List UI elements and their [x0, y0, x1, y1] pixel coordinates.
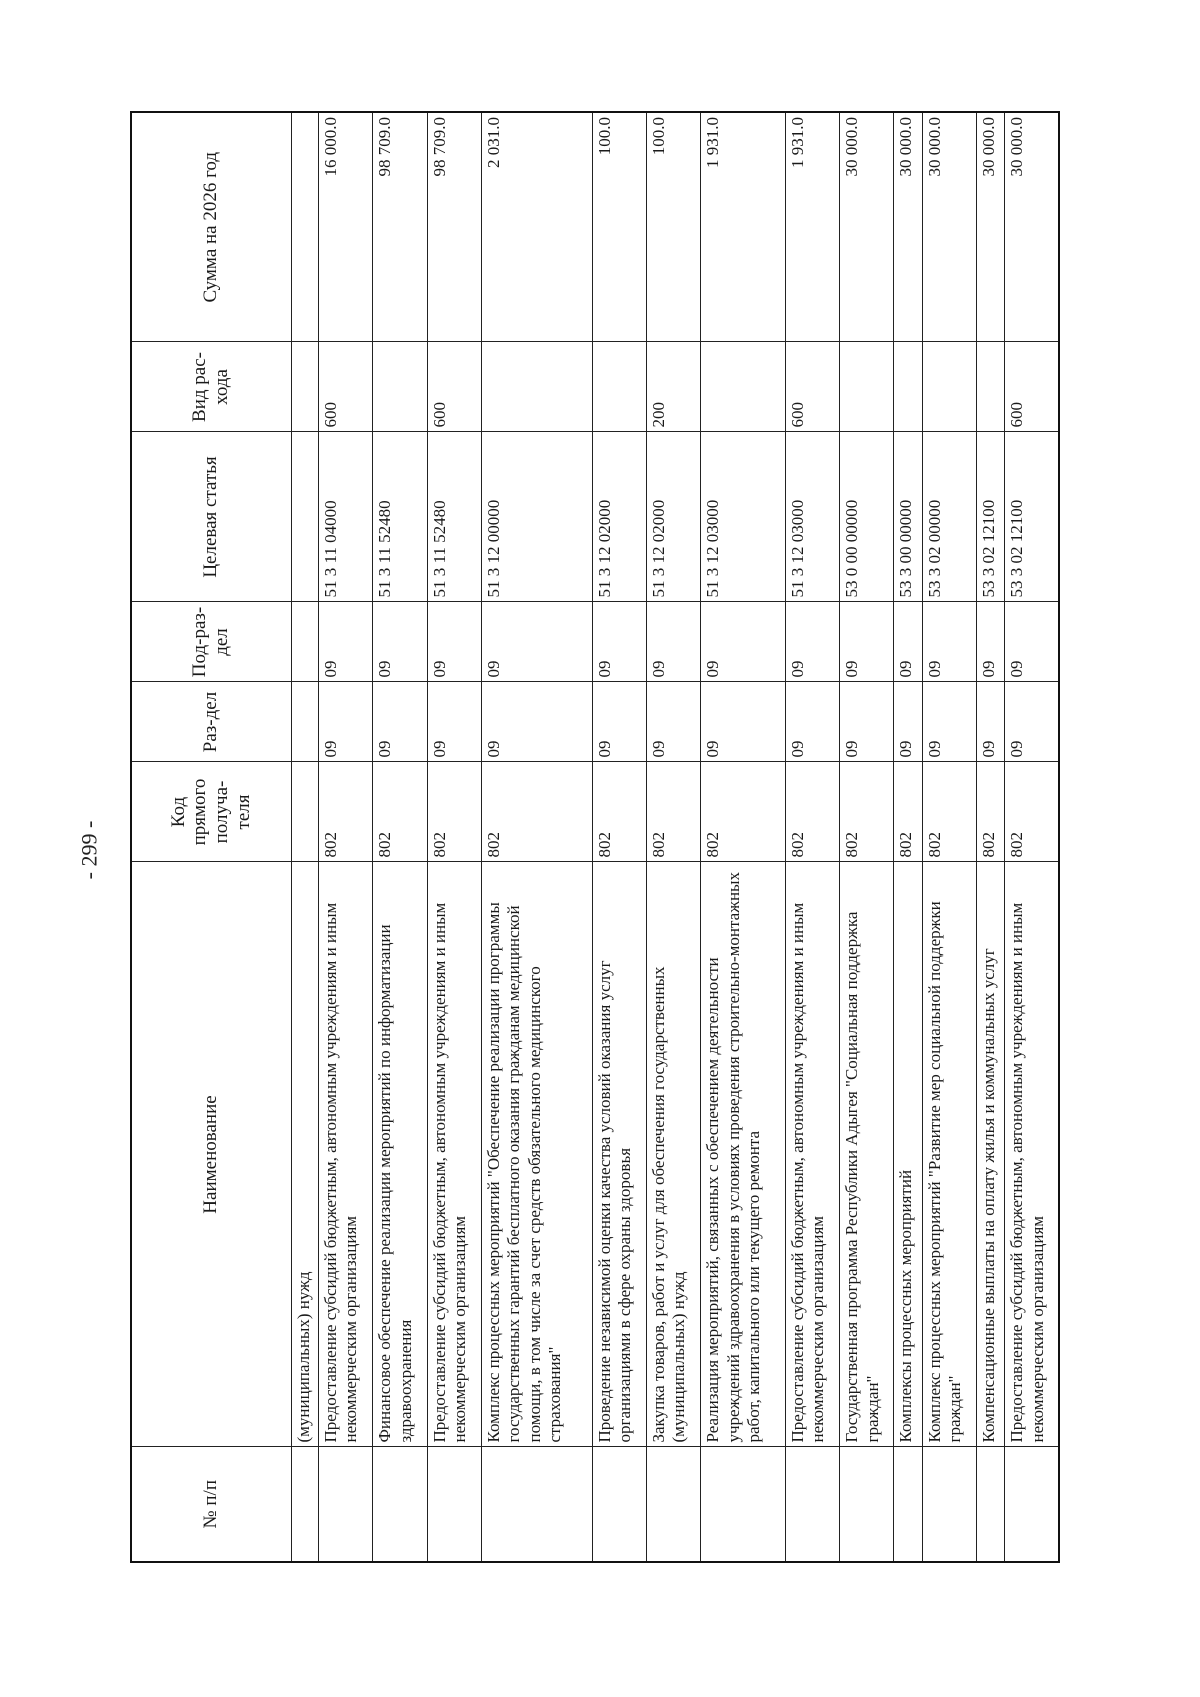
header-num: № п/п [131, 1447, 291, 1562]
cell-recipient [291, 762, 319, 862]
cell-subsection: 09 [319, 602, 373, 682]
cell-sum: 30 000.0 [840, 112, 894, 342]
cell-subsection [291, 602, 319, 682]
cell-target: 51 3 11 04000 [319, 432, 373, 602]
cell-sum: 30 000.0 [1005, 112, 1059, 342]
cell-sum: 98 709.0 [373, 112, 427, 342]
cell-section: 09 [701, 682, 786, 762]
cell-subsection: 09 [840, 602, 894, 682]
rotated-table-wrapper [130, 113, 1060, 1563]
cell-recipient: 802 [592, 762, 646, 862]
budget-table [130, 111, 1060, 1563]
cell-section: 09 [592, 682, 646, 762]
cell-name: Компенсационные выплаты на оплату жилья и коммунальных услуг [976, 862, 1004, 1447]
table-row [481, 112, 592, 1562]
cell-expense-type [592, 342, 646, 432]
cell-name: Предоставление субсидий бюджетным, автономным учреждениям и иным некоммерческим организациям [785, 862, 839, 1447]
cell-subsection: 09 [701, 602, 786, 682]
cell-num [427, 1447, 481, 1562]
cell-sum: 98 709.0 [427, 112, 481, 342]
header-section: Раз-дел [131, 682, 291, 762]
cell-recipient: 802 [976, 762, 1004, 862]
cell-expense-type [976, 342, 1004, 432]
cell-sum: 30 000.0 [976, 112, 1004, 342]
cell-expense-type [840, 342, 894, 432]
table-row [373, 112, 427, 1562]
cell-expense-type [894, 342, 922, 432]
cell-recipient: 802 [785, 762, 839, 862]
cell-recipient: 802 [840, 762, 894, 862]
cell-recipient: 802 [319, 762, 373, 862]
cell-num [481, 1447, 592, 1562]
header-recipient: Код прямого получа-теля [131, 762, 291, 862]
cell-name: Комплекс процессных мероприятий "Обеспечение реализации программы государственных гарантий бесплатного оказания гражданам медицинской помощи, в том числе за счет средств обязательного медицинского страхования" [481, 862, 592, 1447]
cell-sum: 1 931.0 [785, 112, 839, 342]
cell-sum: 100.0 [646, 112, 700, 342]
cell-sum: 2 031.0 [481, 112, 592, 342]
cell-subsection: 09 [922, 602, 976, 682]
table-row [291, 112, 319, 1562]
cell-target: 51 3 12 03000 [785, 432, 839, 602]
table-row [319, 112, 373, 1562]
cell-sum: 30 000.0 [922, 112, 976, 342]
header-subsection: Под-раз-дел [131, 602, 291, 682]
cell-target: 51 3 12 03000 [701, 432, 786, 602]
header-row [131, 112, 291, 1562]
cell-recipient: 802 [922, 762, 976, 862]
cell-num [840, 1447, 894, 1562]
cell-name: Проведение независимой оценки качества условий оказания услуг организациями в сфере охраны здоровья [592, 862, 646, 1447]
cell-expense-type: 600 [319, 342, 373, 432]
cell-section: 09 [840, 682, 894, 762]
cell-expense-type: 600 [1005, 342, 1059, 432]
cell-expense-type [291, 342, 319, 432]
table-row [1005, 112, 1059, 1562]
cell-section: 09 [427, 682, 481, 762]
cell-subsection: 09 [894, 602, 922, 682]
cell-section: 09 [646, 682, 700, 762]
cell-expense-type [481, 342, 592, 432]
cell-sum: 16 000.0 [319, 112, 373, 342]
cell-section: 09 [373, 682, 427, 762]
table-row [592, 112, 646, 1562]
cell-subsection: 09 [976, 602, 1004, 682]
cell-recipient: 802 [894, 762, 922, 862]
cell-section [291, 682, 319, 762]
table-row [427, 112, 481, 1562]
cell-num [373, 1447, 427, 1562]
table-row [976, 112, 1004, 1562]
cell-num [592, 1447, 646, 1562]
cell-subsection: 09 [481, 602, 592, 682]
cell-expense-type: 200 [646, 342, 700, 432]
cell-sum: 1 931.0 [701, 112, 786, 342]
cell-recipient: 802 [1005, 762, 1059, 862]
table-row [785, 112, 839, 1562]
cell-recipient: 802 [646, 762, 700, 862]
cell-sum [291, 112, 319, 342]
cell-recipient: 802 [427, 762, 481, 862]
cell-target: 51 3 12 02000 [646, 432, 700, 602]
cell-name: Закупка товаров, работ и услуг для обеспечения государственных (муниципальных) нужд [646, 862, 700, 1447]
cell-target: 53 3 00 00000 [894, 432, 922, 602]
cell-expense-type: 600 [785, 342, 839, 432]
cell-target: 53 0 00 00000 [840, 432, 894, 602]
cell-expense-type [701, 342, 786, 432]
cell-subsection: 09 [592, 602, 646, 682]
cell-sum: 100.0 [592, 112, 646, 342]
cell-subsection: 09 [785, 602, 839, 682]
cell-num [319, 1447, 373, 1562]
header-target: Целевая статья [131, 432, 291, 602]
cell-section: 09 [1005, 682, 1059, 762]
page-number: - 299 - [76, 820, 102, 880]
cell-target: 51 3 12 00000 [481, 432, 592, 602]
cell-num [646, 1447, 700, 1562]
cell-name: Комплекс процессных мероприятий "Развитие мер социальной поддержки граждан" [922, 862, 976, 1447]
cell-expense-type [373, 342, 427, 432]
cell-section: 09 [481, 682, 592, 762]
cell-subsection: 09 [373, 602, 427, 682]
cell-target: 51 3 11 52480 [427, 432, 481, 602]
cell-recipient: 802 [701, 762, 786, 862]
cell-num [785, 1447, 839, 1562]
cell-target: 53 3 02 00000 [922, 432, 976, 602]
cell-recipient: 802 [373, 762, 427, 862]
cell-num [976, 1447, 1004, 1562]
cell-recipient: 802 [481, 762, 592, 862]
cell-num [701, 1447, 786, 1562]
cell-section: 09 [785, 682, 839, 762]
cell-name: Предоставление субсидий бюджетным, автономным учреждениям и иным некоммерческим организациям [319, 862, 373, 1447]
table-row [922, 112, 976, 1562]
cell-name: Финансовое обеспечение реализации мероприятий по информатизации здравоохранения [373, 862, 427, 1447]
cell-name: Комплексы процессных мероприятий [894, 862, 922, 1447]
header-expense-type: Вид рас-хода [131, 342, 291, 432]
cell-num [1005, 1447, 1059, 1562]
table-row [701, 112, 786, 1562]
cell-expense-type: 600 [427, 342, 481, 432]
header-sum: Сумма на 2026 год [131, 112, 291, 342]
cell-num [894, 1447, 922, 1562]
cell-subsection: 09 [1005, 602, 1059, 682]
cell-target: 51 3 12 02000 [592, 432, 646, 602]
cell-name: Реализация мероприятий, связанных с обеспечением деятельности учреждений здравоохранения в условиях проведения строительно-монтажных работ, капитального или текущего ремонта [701, 862, 786, 1447]
cell-name: Предоставление субсидий бюджетным, автономным учреждениям и иным некоммерческим организациям [427, 862, 481, 1447]
table-row [646, 112, 700, 1562]
cell-subsection: 09 [427, 602, 481, 682]
table-row [840, 112, 894, 1562]
cell-subsection: 09 [646, 602, 700, 682]
table-row [894, 112, 922, 1562]
cell-num [291, 1447, 319, 1562]
cell-name: Государственная программа Республики Адыгея "Социальная поддержка граждан" [840, 862, 894, 1447]
cell-target [291, 432, 319, 602]
cell-target: 51 3 11 52480 [373, 432, 427, 602]
cell-num [922, 1447, 976, 1562]
cell-section: 09 [319, 682, 373, 762]
cell-expense-type [922, 342, 976, 432]
cell-name: Предоставление субсидий бюджетным, автономным учреждениям и иным некоммерческим организациям [1005, 862, 1059, 1447]
cell-section: 09 [976, 682, 1004, 762]
cell-target: 53 3 02 12100 [976, 432, 1004, 602]
cell-name: (муниципальных) нужд [291, 862, 319, 1447]
cell-target: 53 3 02 12100 [1005, 432, 1059, 602]
cell-sum: 30 000.0 [894, 112, 922, 342]
cell-section: 09 [894, 682, 922, 762]
cell-section: 09 [922, 682, 976, 762]
header-name: Наименование [131, 862, 291, 1447]
